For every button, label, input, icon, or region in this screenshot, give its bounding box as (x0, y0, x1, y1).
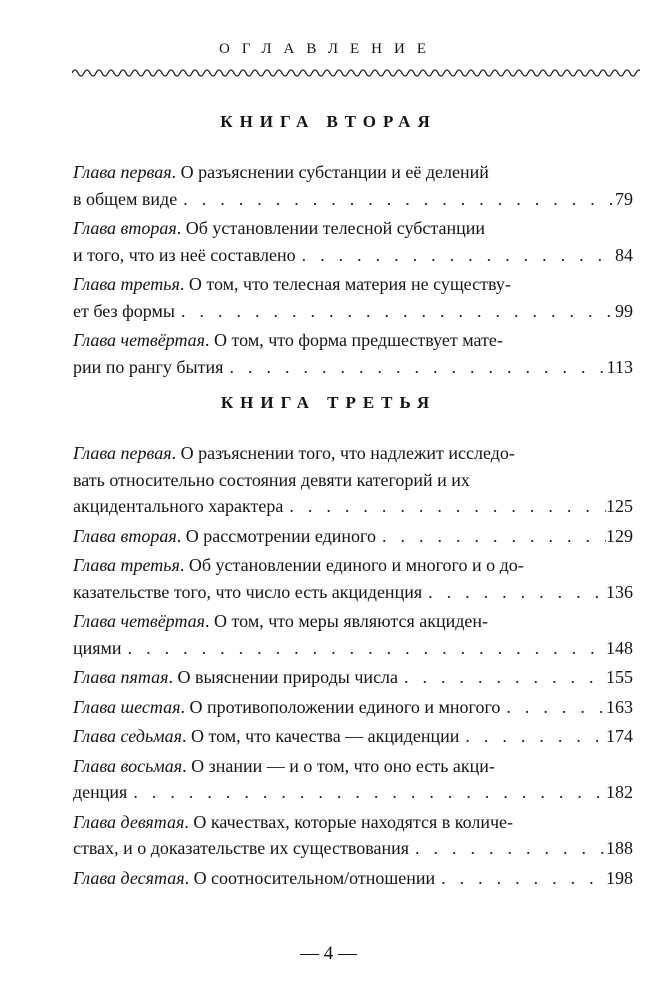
page-ref: 125 (606, 496, 633, 516)
chapter-label: Глава первая (73, 162, 172, 182)
leader-dots (122, 635, 606, 662)
page-ref: 163 (606, 696, 633, 717)
chapter-title: . О качествах, которые находятся в количе- (184, 811, 513, 832)
leader-dots (459, 723, 606, 750)
chapter-title-end: в общем виде (73, 188, 178, 209)
chapter-label: Глава пятая (73, 667, 169, 687)
chapter-title-end: ствах, и о доказательстве их существования (73, 838, 409, 858)
chapter-label: Глава первая (73, 443, 172, 463)
chapter-label: Глава вторая (73, 525, 177, 546)
chapter-label: Глава седьмая (73, 726, 182, 746)
leader-dots (283, 493, 606, 520)
toc-entry[interactable] (73, 694, 633, 721)
page-ref: 79 (615, 188, 633, 209)
leader-dots (376, 523, 606, 550)
chapter-label: Глава четвёртая (73, 611, 206, 631)
chapter-title: . О том, что меры являются акциден- (205, 611, 489, 631)
toc-entry[interactable] (73, 271, 633, 324)
page-ref: 198 (606, 867, 633, 888)
chapter-title-end: казательстве того, что число есть акциденция (73, 581, 423, 602)
chapter-title: . О противоположении единого и многого (180, 696, 501, 717)
toc-entry[interactable] (73, 809, 633, 862)
chapter-title-end: акцидентального характера (73, 496, 284, 516)
leader-dots (223, 354, 606, 381)
toc-entry[interactable] (73, 215, 633, 268)
chapter-label: Глава вторая (73, 218, 177, 238)
toc-entry[interactable] (73, 552, 633, 605)
leader-dots (398, 664, 606, 691)
chapter-title: . О том, что качества — акциденции (181, 726, 460, 746)
wavy-divider (72, 66, 640, 80)
toc-entry[interactable] (73, 608, 633, 661)
section-title-book-two: КНИГА ВТОРАЯ (220, 112, 437, 131)
chapter-title: . О рассмотрении единого (176, 525, 376, 546)
page-ref: 84 (615, 244, 633, 265)
page-ref: 174 (606, 726, 633, 746)
chapter-label: Глава четвёртая (73, 330, 206, 350)
toc-list-book-two (73, 159, 633, 383)
chapter-title-end: денция (73, 782, 128, 802)
chapter-title: . О выяснении природы числа (168, 667, 399, 687)
page-ref: 155 (606, 667, 633, 687)
toc-entry[interactable] (73, 327, 633, 380)
page-ref: 99 (615, 300, 633, 321)
section-title-book-three: КНИГА ТРЕТЬЯ (220, 393, 437, 412)
leader-dots (175, 298, 615, 325)
chapter-title: . Об установлении телесной субстанции (176, 218, 486, 238)
page-header-title: ОГЛАВЛЕНИЕ (219, 41, 438, 57)
leader-dots (500, 694, 606, 721)
page-number: — 4 — (300, 943, 357, 964)
toc-entry[interactable] (73, 523, 633, 550)
toc-list-book-three (73, 440, 633, 894)
leader-dots (435, 865, 606, 892)
chapter-title: . О том, что форма предшествует мате- (205, 330, 503, 350)
leader-dots (409, 835, 606, 862)
chapter-title-continued: вать относительно состояния девяти категорий и их (73, 469, 470, 490)
toc-entry[interactable] (73, 753, 633, 806)
chapter-label: Глава третья (73, 274, 180, 294)
toc-entry[interactable] (73, 723, 633, 750)
chapter-title-end: и того, что из неё составлено (73, 244, 296, 265)
chapter-label: Глава девятая (73, 811, 185, 832)
chapter-title: . О соотносительном/отношении (184, 867, 436, 888)
chapter-title: . О знании — и о том, что оно есть акци- (182, 755, 495, 776)
chapter-title: . О разъяснении субстанции и её делений (171, 162, 489, 182)
toc-entry[interactable] (73, 865, 633, 892)
chapter-label: Глава шестая (73, 696, 181, 717)
chapter-title-end: рии по рангу бытия (73, 356, 224, 377)
page-ref: 148 (606, 637, 633, 658)
chapter-title: . Об установлении единого и многого и о до- (179, 555, 524, 575)
leader-dots (127, 779, 606, 806)
page-ref: 113 (606, 356, 633, 377)
chapter-title-end: циями (73, 637, 122, 658)
leader-dots (177, 186, 615, 213)
toc-entry[interactable] (73, 440, 633, 520)
chapter-title-end: ет без формы (73, 300, 175, 321)
leader-dots (296, 242, 615, 269)
chapter-title: . О разъяснении того, что надлежит исследо- (171, 443, 515, 463)
toc-entry[interactable] (73, 159, 633, 212)
leader-dots (422, 579, 606, 606)
toc-entry[interactable] (73, 664, 633, 691)
chapter-label: Глава восьмая (73, 755, 183, 776)
chapter-title: . О том, что телесная материя не существу- (179, 274, 511, 294)
chapter-label: Глава третья (73, 555, 180, 575)
page-ref: 136 (606, 581, 633, 602)
page-ref: 129 (606, 525, 633, 546)
chapter-label: Глава десятая (73, 867, 185, 888)
page-ref: 188 (606, 838, 633, 858)
page-ref: 182 (606, 782, 633, 802)
